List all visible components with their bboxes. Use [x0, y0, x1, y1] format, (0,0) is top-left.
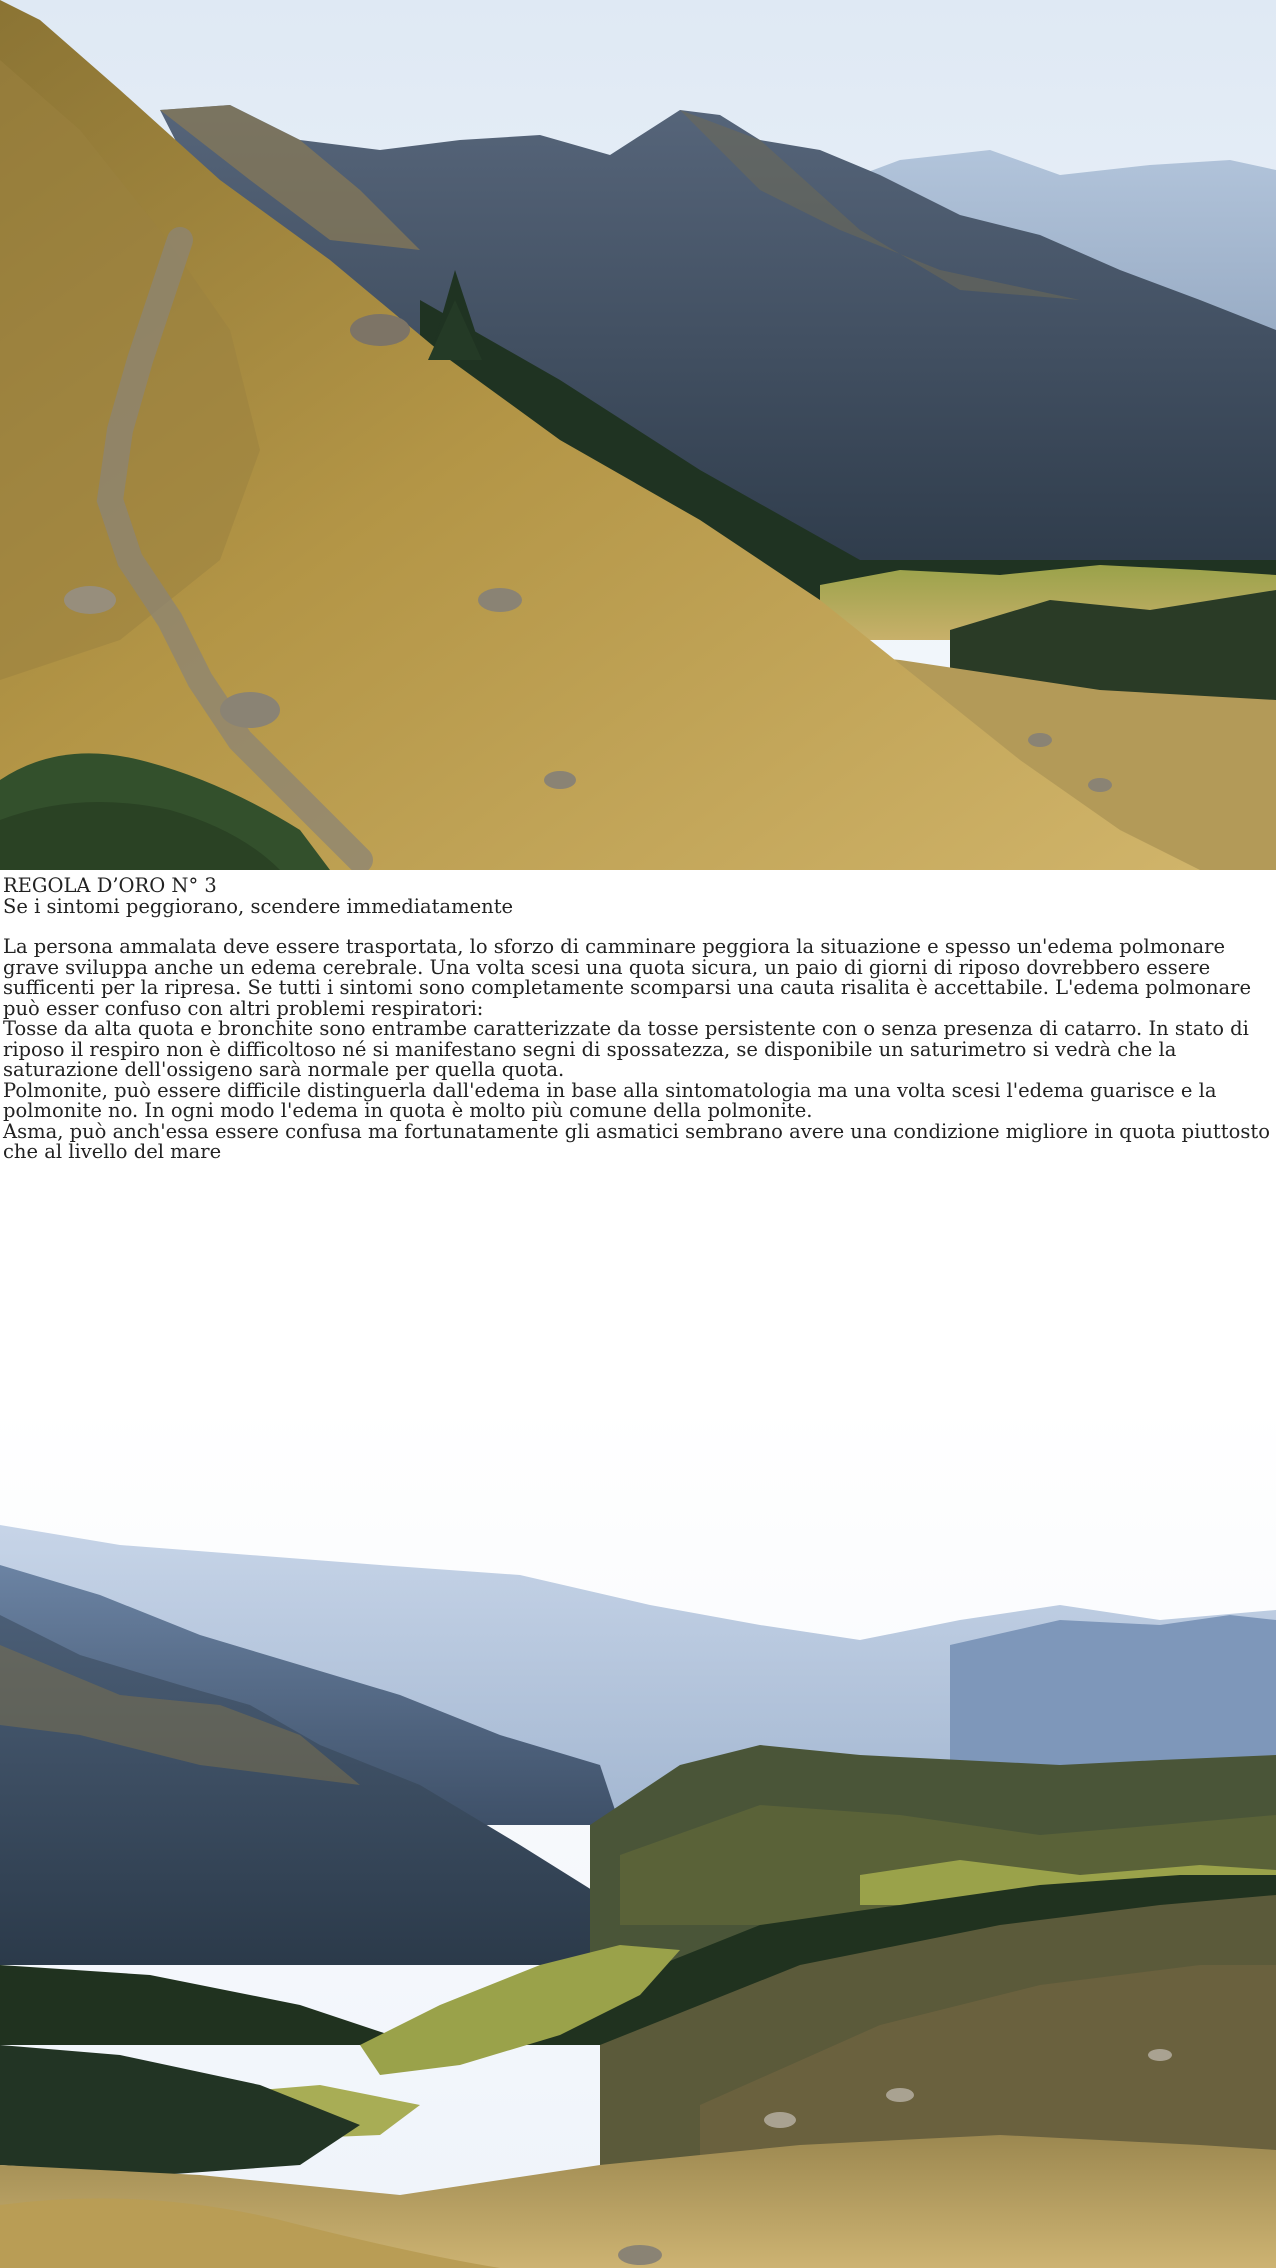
- article: [3, 876, 1273, 1163]
- mountain-trail-photo: [0, 0, 1276, 870]
- paragraph-cough-bronchitis: Tosse da alta quota e bronchite sono entrambe caratterizzate da tosse persistente con o senza presenza di catarro. In stato di riposo il respiro non è difficoltoso né si manifestano segni di spossatezza, se disponibile un saturimetro si vedrà che la saturazione dell'ossigeno sarà normale per quella quota.: [3, 1017, 1249, 1081]
- paragraph-edema-transport: La persona ammalata deve essere trasportata, lo sforzo di camminare peggiora la situazione e spesso un'edema polmonare grave sviluppa anche un edema cerebrale. Una volta scesi una quota sicura, un paio di giorni di riposo dovrebbero essere sufficenti per la ripresa. Se tutti i sintomi sono completamente scomparsi una cauta risalita è accettabile. L'edema polmonare può esser confuso con altri problemi respiratori:: [3, 935, 1252, 1020]
- article-subtitle: Se i sintomi peggiorano, scendere immediatamente: [3, 894, 514, 918]
- paragraph-asthma: Asma, può anch'essa essere confusa ma fortunatamente gli asmatici sembrano avere una condizione migliore in quota piuttosto che al livello del mare: [3, 1119, 1270, 1163]
- alpine-valley-photo: [0, 1405, 1276, 2268]
- paragraph-spacer: [3, 917, 1273, 937]
- article-title: REGOLA D’ORO N° 3: [3, 874, 217, 897]
- mountain-trail-illustration: [0, 0, 1276, 870]
- paragraph-pneumonia: Polmonite, può essere difficile distinguerla dall'edema in base alla sintomatologia ma una volta scesi l'edema guarisce e la polmonite no. In ogni modo l'edema in quota è molto più comune della polmonite.: [3, 1078, 1217, 1122]
- alpine-valley-illustration: [0, 1405, 1276, 2268]
